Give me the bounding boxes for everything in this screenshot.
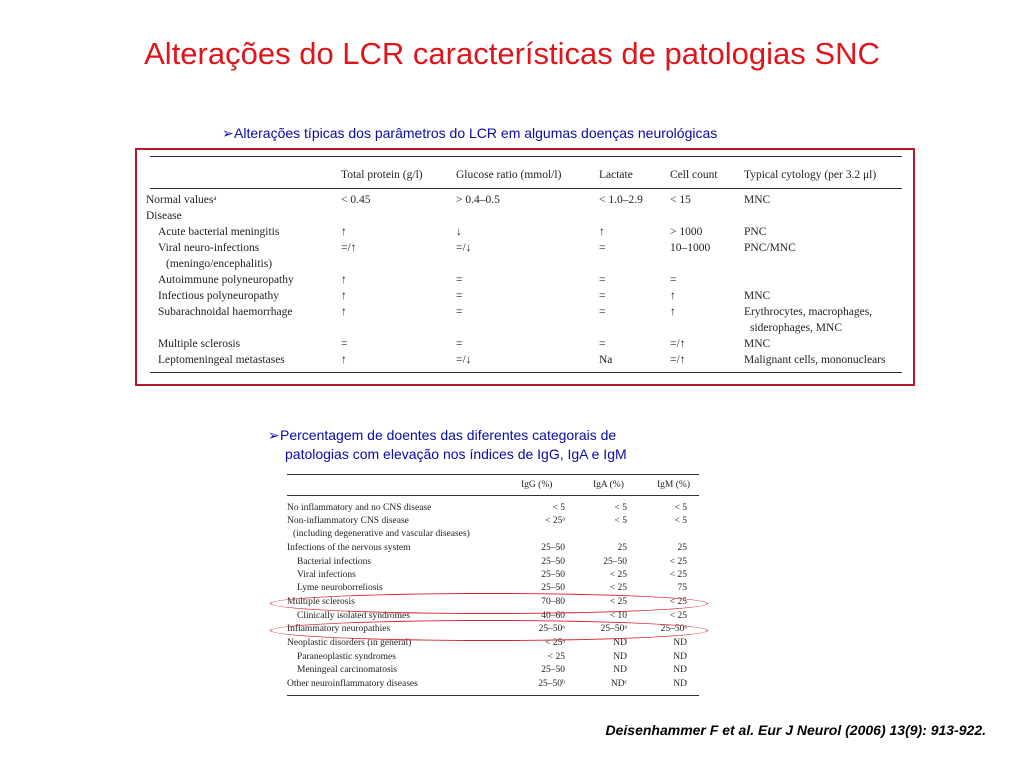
table-cell: 70–80 (541, 597, 565, 607)
table-bottom-rule (150, 372, 902, 373)
table-header-rule (150, 188, 902, 189)
row-label: Normal valuesᵃ (146, 194, 217, 206)
table-cell: < 0.45 (341, 194, 371, 206)
row-label: Multiple sclerosis (287, 597, 355, 607)
bullet-text-line1: Percentagem de doentes das diferentes categorais de (280, 427, 617, 443)
table-cell: =/↓ (456, 242, 472, 254)
table-cell: ND (613, 638, 627, 648)
table-cell: < 25 (609, 583, 627, 593)
table-header-rule (287, 495, 699, 496)
table-cell: < 5 (674, 503, 687, 513)
row-label: Clinically isolated syndromes (297, 611, 410, 621)
table-cell: ↑ (670, 290, 676, 302)
table-cell: 25–50ᵃ (538, 624, 565, 634)
row-label: Neoplastic disorders (in general) (287, 638, 412, 648)
table-cell: ↓ (456, 226, 462, 238)
table-cell: MNC (744, 194, 771, 206)
row-label: Viral infections (297, 570, 356, 580)
table-cell: < 25 (609, 597, 627, 607)
table-cell: 25 (617, 543, 627, 553)
table-cell: ND (613, 665, 627, 675)
table-cell: ↑ (670, 306, 676, 318)
column-header: IgM (%) (657, 480, 690, 490)
table-cell: ND (673, 638, 687, 648)
column-header: Glucose ratio (mmol/l) (456, 169, 562, 181)
table-cell: ND (613, 652, 627, 662)
table-cell: < 25 (669, 570, 687, 580)
row-label: Subarachnoidal haemorrhage (158, 306, 293, 318)
bullet-text-line2: patologias com elevação nos índices de IgG, IgA e IgM (285, 446, 627, 462)
row-label: Bacterial infections (297, 557, 372, 567)
table-cell: 25–50ᵃ (660, 624, 687, 634)
table-top-rule (287, 474, 699, 475)
table-cell: =/↑ (670, 354, 686, 366)
citation: Deisenhammer F et al. Eur J Neurol (2006) 13(9): 913-922. (605, 722, 986, 738)
row-label: No inflammatory and no CNS disease (287, 503, 432, 513)
table-cell: < 15 (670, 194, 691, 206)
table-top-rule (150, 156, 902, 157)
row-label: Leptomeningeal metastases (158, 354, 285, 366)
table-cell: < 25ᵃ (545, 638, 565, 648)
table-cell: = (670, 274, 677, 286)
table-cell: Na (599, 354, 613, 366)
bullet-csf-parameters (222, 124, 717, 143)
row-label: Infections of the nervous system (287, 543, 411, 553)
table-bottom-rule (287, 695, 699, 696)
table-cell: < 5 (614, 516, 627, 526)
table-cell: 40–60 (541, 611, 565, 621)
row-label: Viral neuro-infections (158, 242, 260, 254)
row-label: Non-inflammatory CNS disease (287, 516, 409, 526)
table-cell: siderophages, MNC (750, 322, 842, 334)
row-label: (meningo/encephalitis) (166, 258, 273, 270)
table-cell: 25–50 (603, 557, 627, 567)
arrow-bullet-icon: ➢ (268, 427, 280, 443)
table-cell: NDᶜ (610, 679, 627, 689)
table-cell: 75 (677, 583, 687, 593)
table-cell: = (599, 274, 606, 286)
table-cell: PNC (744, 226, 767, 238)
bullet-text: Alterações típicas dos parâmetros do LCR em algumas doenças neurológicas (234, 125, 718, 141)
table-cell: =/↑ (341, 242, 357, 254)
row-label: (including degenerative and vascular diseases) (293, 529, 470, 539)
table-cell: =/↓ (456, 354, 472, 366)
slide-title: Alterações do LCR características de patologias SNC (144, 36, 880, 71)
table-cell: =/↑ (670, 338, 686, 350)
table-cell: < 1.0–2.9 (599, 194, 643, 206)
table-cell: ↑ (341, 306, 347, 318)
table-cell: ND (673, 652, 687, 662)
table-cell: < 25 (669, 597, 687, 607)
table-cell: PNC/MNC (744, 242, 796, 254)
csf-parameters-table-box (135, 148, 915, 386)
row-label: Acute bacterial meningitis (158, 226, 280, 238)
table-cell: 25–50 (541, 665, 565, 675)
table-cell: ND (673, 665, 687, 675)
column-header: IgA (%) (593, 480, 624, 490)
table-cell: 10–1000 (670, 242, 711, 254)
row-label: Autoimmune polyneuropathy (158, 274, 294, 286)
table-cell: < 25 (547, 652, 565, 662)
row-label: Infectious polyneuropathy (158, 290, 280, 302)
table-cell: ↑ (341, 226, 347, 238)
highlight-ellipse-multiple-sclerosis (270, 593, 708, 614)
table-cell: 25–50 (541, 543, 565, 553)
column-header: Typical cytology (per 3.2 μl) (744, 169, 877, 181)
table-cell: = (456, 306, 463, 318)
table-cell: = (341, 338, 348, 350)
table-cell: 25–50ᵃ (600, 624, 627, 634)
table-cell: = (456, 274, 463, 286)
column-header: Total protein (g/l) (341, 169, 423, 181)
row-label: Other neuroinflammatory diseases (287, 679, 418, 689)
table-cell: = (599, 338, 606, 350)
table-cell: < 25 (669, 611, 687, 621)
table-cell: = (599, 242, 606, 254)
row-label: Meningeal carcinomatosis (297, 665, 397, 675)
table-cell: 25–50 (541, 570, 565, 580)
row-label: Paraneoplastic syndromes (297, 652, 396, 662)
table-cell: MNC (744, 338, 771, 350)
table-cell: = (456, 338, 463, 350)
table-cell: 25–50 (541, 557, 565, 567)
table-cell: ↑ (341, 290, 347, 302)
table-cell: < 25 (609, 570, 627, 580)
highlight-ellipse-inflammatory-neuropathies (270, 620, 708, 641)
table-cell: 25–50 (541, 583, 565, 593)
row-label: Disease (146, 210, 182, 222)
table-cell: Erythrocytes, macrophages, (744, 306, 873, 318)
column-header: IgG (%) (521, 480, 553, 490)
table-cell: = (599, 290, 606, 302)
row-label: Multiple sclerosis (158, 338, 241, 350)
table-cell: ND (673, 679, 687, 689)
table-cell: = (599, 306, 606, 318)
table-cell: ↑ (599, 226, 605, 238)
row-label: Inflammatory neuropathies (287, 624, 391, 634)
table-cell: < 5 (552, 503, 565, 513)
table-cell: < 5 (614, 503, 627, 513)
table-cell: MNC (744, 290, 771, 302)
immunoglobulin-table (283, 474, 701, 700)
arrow-bullet-icon: ➢ (222, 125, 234, 141)
table-cell: ↑ (341, 354, 347, 366)
table-cell: > 1000 (670, 226, 703, 238)
table-cell: < 5 (674, 516, 687, 526)
row-label: Lyme neuroborreliosis (297, 583, 383, 593)
table-cell: < 25ᵃ (545, 516, 565, 526)
table-cell: Malignant cells, mononuclears (744, 354, 886, 366)
table-cell: 25–50ᵇ (538, 679, 565, 689)
table-cell: < 25 (669, 557, 687, 567)
bullet-immunoglobulin (268, 426, 627, 464)
table-cell: ↑ (341, 274, 347, 286)
column-header: Lactate (599, 169, 633, 181)
column-header: Cell count (670, 169, 718, 181)
table-cell: 25 (677, 543, 687, 553)
table-cell: > 0.4–0.5 (456, 194, 500, 206)
table-cell: < 10 (609, 611, 627, 621)
table-cell: = (456, 290, 463, 302)
